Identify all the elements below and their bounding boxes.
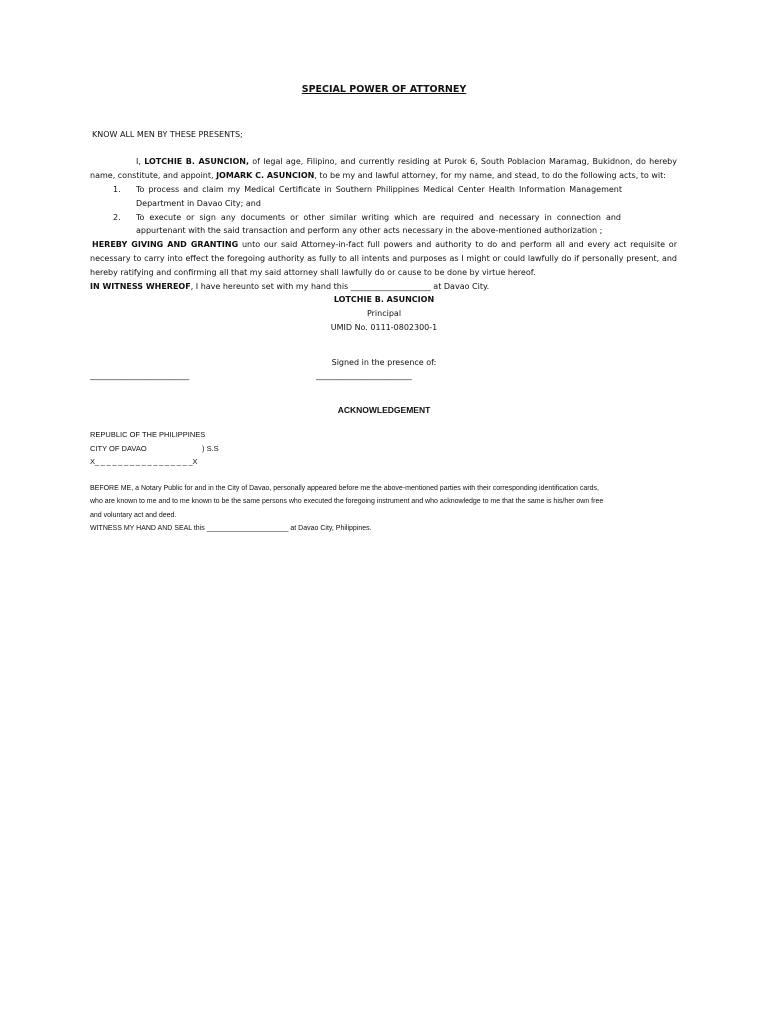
- signature-name: LOTCHIE B. ASUNCION: [333, 295, 435, 304]
- para2-line1: HEREBY GIVING AND GRANTING unto our said Attorney-in-fact full powers and authority to do and perform all and every act requisite or: [92, 240, 677, 249]
- item2-line2: appurtenant with the said transaction and perform any other acts necessary in the above-mentioned authorization ;: [136, 226, 603, 235]
- item2-number: 2.: [113, 213, 121, 222]
- venue-line2-city: CITY OF DAVAO: [90, 444, 147, 453]
- item1-line2: Department in Davao City; and: [136, 199, 261, 208]
- granting-lead: HEREBY GIVING AND GRANTING: [92, 240, 239, 249]
- witness-signature-line-right: ____________________________: [316, 371, 412, 380]
- ack-witness-line: WITNESS MY HAND AND SEAL this _____________________ at Davao City, Philippines.: [90, 525, 372, 532]
- item1-number: 1.: [113, 185, 121, 194]
- principal-name: LOTCHIE B. ASUNCION,: [144, 157, 249, 166]
- date-blank: ____________________: [350, 282, 431, 291]
- signature-role: Principal: [366, 309, 402, 318]
- ack-body-line1: BEFORE ME, a Notary Public for and in the City of Davao, personally appeared before me the above-mentioned parties with their corresponding identification cards,: [90, 485, 599, 492]
- attorney-name: JOMARK C. ASUNCION: [216, 171, 315, 180]
- ack-body-line3: and voluntary act and deed.: [90, 512, 177, 519]
- salutation: KNOW ALL MEN BY THESE PRESENTS;: [92, 130, 243, 139]
- para2-line3: hereby ratifying and confirming all that my said attorney shall lawfully do or cause to be done by virtue hereof.: [90, 268, 536, 277]
- item2-line1: To execute or sign any documents or other similar writing which are required and necessary in connection and: [136, 213, 621, 222]
- item1-line1: To process and claim my Medical Certificate in Southern Philippines Medical Center Health Information Management: [136, 185, 622, 194]
- para1-line1: I, LOTCHIE B. ASUNCION, of legal age, Filipino, and currently residing at Purok 6, South Poblacion Maramag, Bukidnon, do hereby: [136, 157, 677, 166]
- acknowledgement-heading: ACKNOWLEDGEMENT: [337, 405, 431, 415]
- presence-label: Signed in the presence of:: [331, 358, 437, 367]
- venue-line1: REPUBLIC OF THE PHILIPPINES: [90, 430, 206, 439]
- witness-line: IN WITNESS WHEREOF, I have hereunto set with my hand this ____________________ at Davao City.: [90, 282, 490, 291]
- venue-line3: X_ _ _ _ _ _ _ _ _ _ _ _ _ _ _ _ _X: [90, 457, 198, 466]
- venue-line2-ss: ) S.S: [202, 444, 219, 453]
- document-title: SPECIAL POWER OF ATTORNEY: [301, 84, 467, 95]
- witness-signature-line-left: _____________________________: [90, 371, 189, 380]
- ack-body-line2: who are known to me and to me known to be the same persons who executed the foregoing instrument and who acknowledge to me that the same is his/her own free: [90, 498, 604, 505]
- para1-line2: name, constitute, and appoint, JOMARK C. ASUNCION, to be my and lawful attorney, for my name, and stead, to do the following acts, to wit:: [90, 171, 666, 180]
- para2-line2: necessary to carry into effect the foregoing authority as fully to all intents and purposes as I might or could lawfully do if personally present, and: [90, 254, 677, 263]
- signature-id: UMID No. 0111-0802300-1: [330, 323, 438, 332]
